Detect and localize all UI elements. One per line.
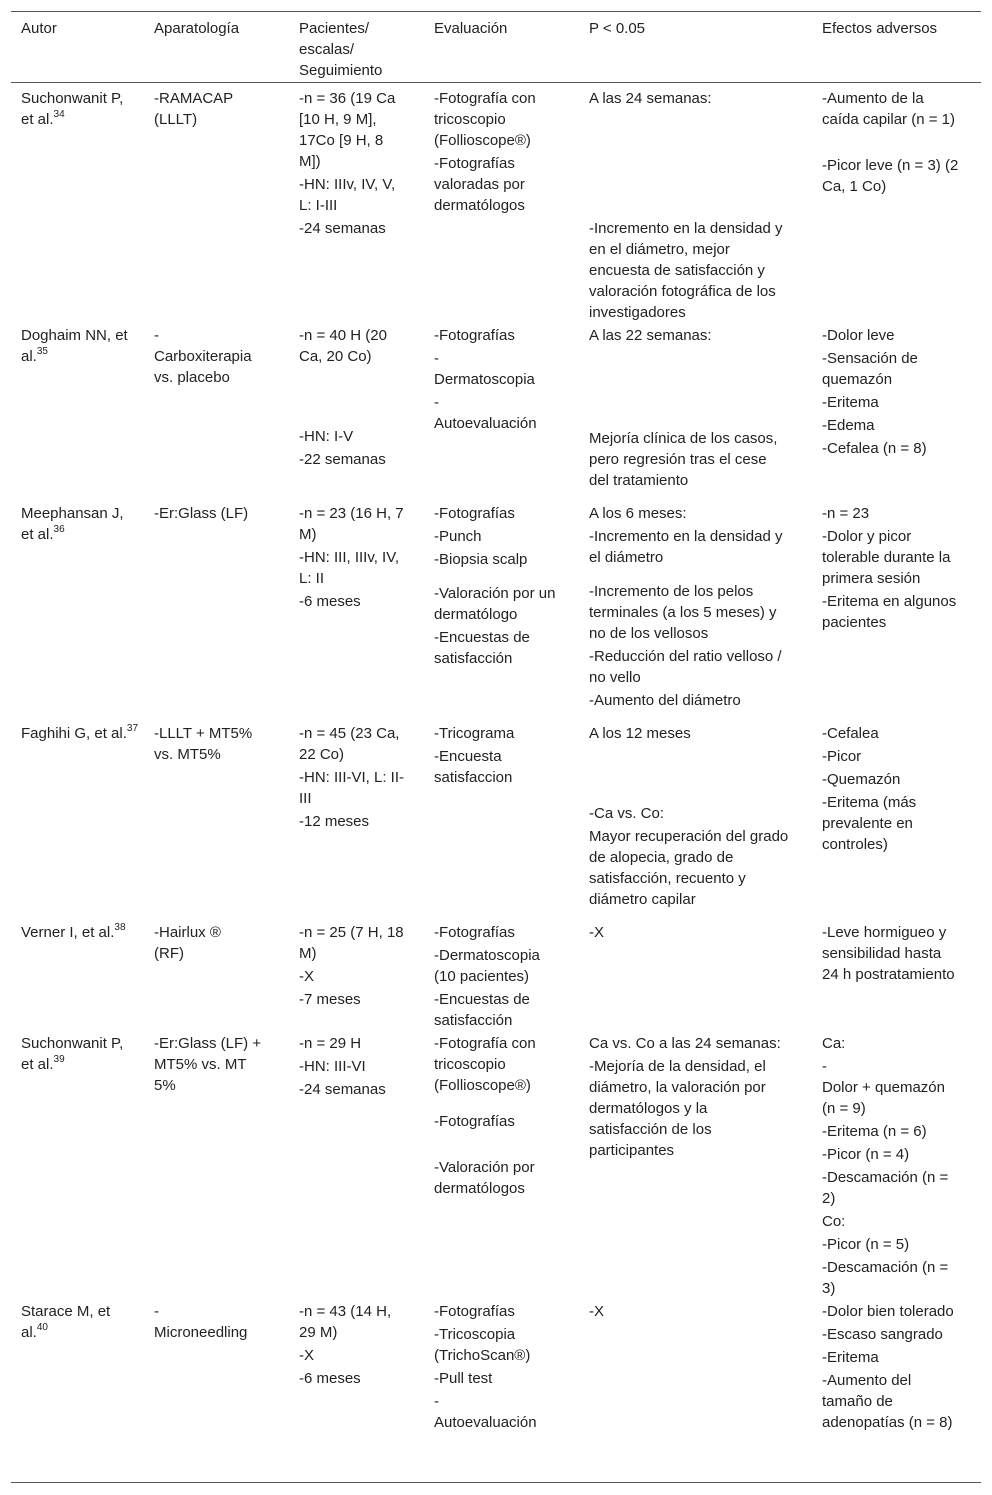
evaluation-cell [434, 503, 556, 669]
device-line: -LLLT + MT5% vs. MT5% [154, 725, 253, 763]
patients-line: -n = 36 (19 Ca [10 H, 9 M], 17Co [9 H, 8 M]) [299, 90, 396, 170]
adverse-line: -n = 23 [822, 505, 870, 522]
patients-cell [299, 1033, 409, 1100]
evaluation-line: -Fotografías [434, 1113, 515, 1130]
patients-cell [299, 922, 409, 1010]
evaluation-line: -Encuestas de satisfacción [434, 629, 530, 667]
p-line: -Aumento del diámetro [589, 692, 741, 709]
device-cell [154, 723, 272, 765]
p-cell [589, 88, 789, 323]
patients-line: -X [299, 968, 314, 985]
adverse-line: -Edema [822, 417, 875, 434]
adverse-line: -Picor (n = 4) [822, 1146, 910, 1163]
patients-line: -n = 40 H (20 Ca, 20 Co) [299, 327, 387, 365]
patients-line: -HN: III-VI, L: II-III [299, 769, 405, 807]
patients-line: -HN: IIIv, IV, V, L: I-III [299, 176, 396, 214]
header-p-value: P < 0.05 [589, 20, 646, 37]
p-cell [589, 1301, 789, 1322]
p-line: -Incremento de los pelos terminales (a los 5 meses) y no de los vellosos [589, 583, 777, 642]
author-cell [21, 88, 139, 130]
reference-number: 34 [53, 109, 65, 120]
table-top-rule [11, 11, 981, 12]
evaluation-line: -Fotografías [434, 924, 515, 941]
header-autor: Autor [21, 20, 57, 37]
author-name: Suchonwanit P, et al. [21, 1035, 124, 1073]
patients-line: -n = 23 (16 H, 7 M) [299, 505, 404, 543]
evaluation-cell [434, 723, 556, 788]
author-cell [21, 1033, 139, 1075]
patients-line: -X [299, 1347, 314, 1364]
patients-cell [299, 503, 409, 612]
adverse-cell [822, 325, 962, 459]
evaluation-line: -Fotografía con tricoscopio (Follioscope®) [434, 90, 536, 149]
adverse-line: Dolor + quemazón (n = 9) [822, 1079, 945, 1117]
patients-line: -6 meses [299, 593, 361, 610]
adverse-line: -Leve hormigueo y sensibilidad hasta 24 h postratamiento [822, 924, 955, 983]
device-line: - [154, 327, 159, 344]
evaluation-line: -Fotografías [434, 1303, 515, 1320]
evaluation-line: - [434, 1393, 439, 1410]
adverse-cell [822, 88, 962, 197]
adverse-line: -Aumento del tamaño de adenopatías (n = 8) [822, 1372, 953, 1431]
patients-line: -n = 29 H [299, 1035, 362, 1052]
adverse-line: -Eritema [822, 1349, 879, 1366]
p-cell [589, 1033, 789, 1161]
evaluation-line: -Fotografías valoradas por dermatólogos [434, 155, 525, 214]
adverse-line: Co: [822, 1213, 846, 1230]
author-cell [21, 922, 139, 943]
patients-cell [299, 1301, 409, 1389]
p-cell [589, 325, 789, 491]
p-line: -X [589, 924, 604, 941]
device-line: Microneedling [154, 1324, 248, 1341]
p-line: -X [589, 1303, 604, 1320]
patients-line: -6 meses [299, 1370, 361, 1387]
adverse-cell [822, 503, 962, 633]
patients-line: -7 meses [299, 991, 361, 1008]
device-line: -RAMACAP (LLLT) [154, 90, 233, 128]
adverse-line: -Eritema (más prevalente en controles) [822, 794, 917, 853]
evaluation-line: -Biopsia scalp [434, 551, 528, 568]
p-line: Ca vs. Co a las 24 semanas: [589, 1035, 781, 1052]
p-line: Mejoría clínica de los casos, pero regresión tras el cese del tratamiento [589, 430, 778, 489]
evaluation-cell [434, 1033, 556, 1199]
evaluation-line: -Pull test [434, 1370, 493, 1387]
reference-number: 36 [53, 524, 65, 535]
evaluation-line: - [434, 394, 439, 411]
device-cell [154, 503, 272, 524]
device-cell [154, 922, 254, 964]
patients-line: -HN: III, IIIv, IV, L: II [299, 549, 400, 587]
evaluation-line: -Punch [434, 528, 482, 545]
evaluation-line: -Valoración por un dermatólogo [434, 585, 556, 623]
patients-line: -HN: I-V [299, 428, 354, 445]
evaluation-line: -Fotografías [434, 505, 515, 522]
p-line: Mayor recuperación del grado de alopecia, grado de satisfacción, recuento y diámetro capilar [589, 828, 789, 908]
device-line: -Er:Glass (LF) [154, 505, 249, 522]
p-line: -Mejoría de la densidad, el diámetro, la valoración por dermatólogos y la satisfacción de los participantes [589, 1058, 766, 1159]
p-line: A las 24 semanas: [589, 90, 712, 107]
reference-number: 35 [36, 346, 48, 357]
evaluation-cell [434, 325, 556, 434]
device-cell [154, 1301, 272, 1343]
reference-number: 38 [114, 922, 126, 933]
device-cell [154, 1033, 272, 1096]
p-line: A los 12 meses [589, 725, 691, 742]
adverse-line: -Escaso sangrado [822, 1326, 943, 1343]
patients-line: -24 semanas [299, 1081, 386, 1098]
adverse-line: -Eritema en algunos pacientes [822, 593, 957, 631]
reference-number: 39 [53, 1054, 65, 1065]
adverse-line: -Picor (n = 5) [822, 1236, 910, 1253]
device-line: Carboxiterapia vs. placebo [154, 348, 252, 386]
adverse-line: Ca: [822, 1035, 846, 1052]
table-bottom-rule [11, 1482, 981, 1483]
evaluation-cell [434, 922, 556, 1031]
device-cell [154, 325, 272, 388]
patients-cell [299, 88, 409, 239]
adverse-line: -Cefalea (n = 8) [822, 440, 927, 457]
adverse-cell [822, 1301, 962, 1433]
header-efectos-adversos: Efectos adversos [822, 20, 938, 37]
p-line: -Incremento en la densidad y el diámetro [589, 528, 783, 566]
author-name: Faghihi G, et al. [21, 725, 127, 742]
adverse-line: -Cefalea [822, 725, 879, 742]
p-line: -Incremento en la densidad y en el diámetro, mejor encuesta de satisfacción y valoración fotográfica de los investigadores [589, 220, 783, 321]
header-pacientes: Pacientes/ escalas/ Seguimiento [299, 20, 383, 79]
p-line: A los 6 meses: [589, 505, 687, 522]
p-cell [589, 503, 789, 711]
patients-cell [299, 325, 409, 470]
patients-line: -HN: III-VI [299, 1058, 366, 1075]
adverse-line: -Dolor bien tolerado [822, 1303, 954, 1320]
patients-cell [299, 723, 409, 832]
header-aparatologia: Aparatología [154, 20, 240, 37]
reference-number: 37 [126, 723, 139, 734]
evaluation-cell [434, 88, 556, 216]
p-line: -Ca vs. Co: [589, 805, 665, 822]
reference-number: 40 [36, 1322, 48, 1333]
adverse-cell [822, 723, 962, 855]
author-name: Verner I, et al. [21, 924, 115, 941]
author-cell [21, 503, 139, 545]
adverse-line: -Sensación de quemazón [822, 350, 918, 388]
evaluation-line: Autoevaluación [434, 1414, 537, 1431]
evaluation-line: -Dermatoscopia (10 pacientes) [434, 947, 540, 985]
adverse-line: -Quemazón [822, 771, 901, 788]
device-line: -Er:Glass (LF) + MT5% vs. MT 5% [154, 1035, 262, 1094]
evaluation-line: -Encuesta satisfaccion [434, 748, 513, 786]
patients-line: -24 semanas [299, 220, 386, 237]
evaluation-line: Dermatoscopia [434, 371, 535, 388]
evaluation-line: -Fotografías [434, 327, 515, 344]
header-bottom-rule [11, 82, 981, 83]
adverse-line: -Picor [822, 748, 862, 765]
adverse-line: - [822, 1058, 827, 1075]
evaluation-line: -Fotografía con tricoscopio (Follioscope®) [434, 1035, 536, 1094]
author-name: Starace M, et al. [21, 1303, 111, 1341]
device-cell [154, 88, 272, 130]
p-line: A las 22 semanas: [589, 327, 712, 344]
author-name: Meephansan J, et al. [21, 505, 124, 543]
header-evaluacion: Evaluación [434, 20, 508, 37]
p-cell [589, 922, 789, 943]
adverse-line: -Descamación (n = 2) [822, 1169, 949, 1207]
author-name: Suchonwanit P, et al. [21, 90, 124, 128]
evaluation-cell [434, 1301, 556, 1433]
adverse-cell [822, 922, 957, 985]
patients-line: -22 semanas [299, 451, 386, 468]
author-cell [21, 1301, 139, 1343]
device-line: - [154, 1303, 159, 1320]
evaluation-line: - [434, 350, 439, 367]
adverse-line: -Aumento de la caída capilar (n = 1) [822, 90, 955, 128]
adverse-line: -Eritema [822, 394, 879, 411]
device-line: -Hairlux ® (RF) [154, 924, 221, 962]
evaluation-line: -Valoración por dermatólogos [434, 1159, 535, 1197]
evaluation-line: -Tricoscopia (TrichoScan®) [434, 1326, 531, 1364]
adverse-line: -Dolor y picor tolerable durante la primera sesión [822, 528, 951, 587]
evaluation-line: -Encuestas de satisfacción [434, 991, 530, 1029]
evaluation-line: -Tricograma [434, 725, 515, 742]
author-name: Doghaim NN, et al. [21, 327, 128, 365]
author-cell [21, 723, 139, 744]
adverse-line: -Dolor leve [822, 327, 895, 344]
adverse-line: -Descamación (n = 3) [822, 1259, 949, 1297]
adverse-cell [822, 1033, 962, 1299]
adverse-line: -Picor leve (n = 3) (2 Ca, 1 Co) [822, 157, 959, 195]
patients-line: -12 meses [299, 813, 370, 830]
patients-line: -n = 25 (7 H, 18 M) [299, 924, 404, 962]
p-line: -Reducción del ratio velloso / no vello [589, 648, 782, 686]
patients-line: -n = 45 (23 Ca, 22 Co) [299, 725, 400, 763]
adverse-line: -Eritema (n = 6) [822, 1123, 927, 1140]
p-cell [589, 723, 789, 910]
author-cell [21, 325, 139, 367]
patients-line: -n = 43 (14 H, 29 M) [299, 1303, 392, 1341]
evaluation-line: Autoevaluación [434, 415, 537, 432]
